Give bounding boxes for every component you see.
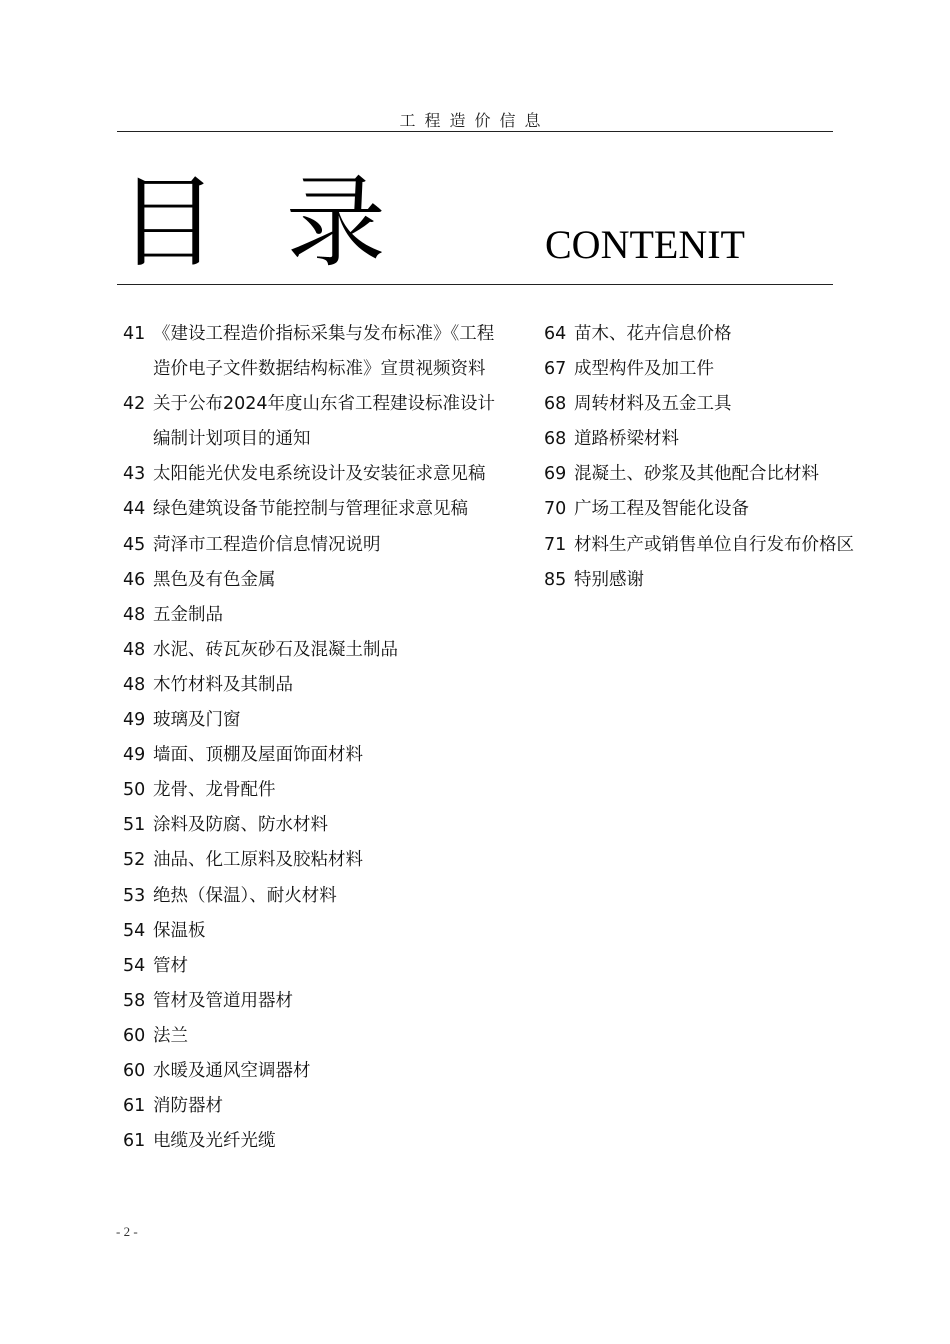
toc-entry[interactable] bbox=[123, 949, 503, 984]
toc-entry[interactable] bbox=[123, 914, 503, 949]
toc-entry-title: 水泥、砖瓦灰砂石及混凝土制品 bbox=[153, 639, 398, 660]
toc-page-number: 42 bbox=[123, 394, 146, 415]
toc-entry[interactable] bbox=[123, 738, 503, 773]
toc-entry[interactable] bbox=[544, 422, 904, 457]
toc-entry-title: 管材及管道用器材 bbox=[153, 990, 293, 1011]
toc-entry[interactable] bbox=[544, 317, 904, 352]
toc-page-number: 68 bbox=[544, 429, 567, 450]
toc-entry-title: 材料生产或销售单位自行发布价格区 bbox=[574, 534, 854, 555]
toc-entry-title: 法兰 bbox=[153, 1025, 188, 1046]
toc-page-number: 53 bbox=[123, 885, 146, 906]
toc-entry[interactable] bbox=[544, 563, 904, 598]
toc-page-number: 52 bbox=[123, 850, 146, 871]
toc-entry-title: 墙面、顶棚及屋面饰面材料 bbox=[153, 745, 363, 766]
toc-page-number: 71 bbox=[544, 534, 567, 555]
toc-entry[interactable] bbox=[123, 879, 503, 914]
toc-page-number: 61 bbox=[123, 1131, 146, 1152]
toc-entry[interactable] bbox=[123, 457, 503, 492]
toc-entry[interactable] bbox=[123, 1019, 503, 1054]
toc-entry-title: 周转材料及五金工具 bbox=[574, 394, 732, 415]
toc-page-number: 67 bbox=[544, 359, 567, 380]
toc-entry[interactable] bbox=[544, 387, 904, 422]
toc-page-number: 49 bbox=[123, 745, 146, 766]
toc-entry-title: 苗木、花卉信息价格 bbox=[574, 324, 732, 344]
toc-entry[interactable] bbox=[123, 843, 503, 878]
toc-entry[interactable] bbox=[544, 352, 904, 387]
page-number: - 2 - bbox=[116, 1224, 138, 1239]
toc-page-number: 46 bbox=[123, 569, 146, 590]
toc-page-number: 60 bbox=[123, 1060, 146, 1081]
toc-page-number: 51 bbox=[123, 815, 146, 836]
toc-entry-title: 绿色建筑设备节能控制与管理征求意见稿 bbox=[153, 499, 468, 520]
header-rule bbox=[117, 131, 833, 132]
toc-entry-title: 保温板 bbox=[153, 920, 206, 941]
toc-entry[interactable] bbox=[123, 633, 503, 668]
toc-entry-title: 龙骨、龙骨配件 bbox=[153, 780, 276, 801]
toc-entry[interactable] bbox=[123, 1054, 503, 1089]
toc-page-number: 43 bbox=[123, 464, 146, 485]
toc-page-number: 60 bbox=[123, 1025, 146, 1046]
toc-entry-title: 消防器材 bbox=[153, 1096, 223, 1117]
toc-page-number: 49 bbox=[123, 710, 146, 731]
toc-page-number: 61 bbox=[123, 1096, 146, 1117]
toc-entry-title: 道路桥梁材料 bbox=[574, 429, 679, 450]
toc-page-number: 48 bbox=[123, 639, 146, 660]
toc-page-number: 68 bbox=[544, 394, 567, 415]
toc-entry-title: 电缆及光纤光缆 bbox=[153, 1131, 276, 1152]
contents-title: 目 录 bbox=[118, 164, 404, 281]
toc-page-number: 44 bbox=[123, 499, 146, 520]
toc-entry[interactable] bbox=[544, 492, 904, 527]
contents-title-english: CONTENIT bbox=[545, 222, 745, 267]
toc-entry-title: 成型构件及加工件 bbox=[574, 359, 714, 380]
toc-entry-title: 黑色及有色金属 bbox=[153, 569, 276, 590]
toc-entry-title: 玻璃及门窗 bbox=[153, 710, 241, 731]
toc-entry-title: 管材 bbox=[153, 955, 188, 976]
toc-entry[interactable] bbox=[123, 703, 503, 738]
toc-entry[interactable] bbox=[123, 492, 503, 527]
toc-entry-title: 木竹材料及其制品 bbox=[153, 674, 293, 695]
toc-entry[interactable] bbox=[123, 773, 503, 808]
title-rule bbox=[117, 284, 833, 285]
toc-entry-title: 绝热（保温）、耐火材料 bbox=[153, 885, 337, 906]
toc-entry[interactable] bbox=[123, 668, 503, 703]
toc-page-number: 69 bbox=[544, 464, 567, 485]
toc-entry[interactable] bbox=[123, 563, 503, 598]
toc-page-number: 48 bbox=[123, 674, 146, 695]
toc-entry[interactable] bbox=[123, 317, 503, 387]
toc-entry[interactable] bbox=[123, 528, 503, 563]
toc-page-number: 45 bbox=[123, 534, 146, 555]
toc-entry[interactable] bbox=[123, 598, 503, 633]
toc-entry-title: 太阳能光伏发电系统设计及安装征求意见稿 bbox=[153, 464, 486, 485]
toc-page-number: 41 bbox=[123, 324, 146, 344]
toc-entry-title: 菏泽市工程造价信息情况说明 bbox=[153, 534, 381, 555]
toc-entry-title: 关于公布2024年度山东省工程建设标准设计编制计划项目的通知 bbox=[153, 394, 496, 450]
toc-entry-title: 油品、化工原料及胶粘材料 bbox=[153, 850, 363, 871]
toc-page-number: 85 bbox=[544, 569, 567, 590]
toc-entry-title: 混凝土、砂浆及其他配合比材料 bbox=[574, 464, 819, 485]
toc-page-number: 54 bbox=[123, 955, 146, 976]
toc-entry[interactable] bbox=[544, 528, 904, 563]
toc-entry-title: 《建设工程造价指标采集与发布标准》《工程造价电子文件数据结构标准》宣贯视频资料 bbox=[153, 324, 495, 380]
toc-entry-title: 特别感谢 bbox=[574, 569, 644, 590]
toc-page-number: 64 bbox=[544, 324, 567, 344]
toc-entry[interactable] bbox=[544, 457, 904, 492]
toc-left-column bbox=[123, 317, 503, 1159]
running-header: 工程造价信息 bbox=[399, 111, 550, 130]
toc-page-number: 58 bbox=[123, 990, 146, 1011]
toc-page-number: 70 bbox=[544, 499, 567, 520]
toc-page-number: 48 bbox=[123, 604, 146, 625]
toc-right-column bbox=[544, 317, 904, 598]
toc-entry[interactable] bbox=[123, 1124, 503, 1159]
toc-entry-title: 广场工程及智能化设备 bbox=[574, 499, 749, 520]
toc-entry-title: 五金制品 bbox=[153, 604, 223, 625]
toc-page-number: 54 bbox=[123, 920, 146, 941]
toc-entry-title: 涂料及防腐、防水材料 bbox=[153, 815, 328, 836]
toc-entry[interactable] bbox=[123, 1089, 503, 1124]
toc-entry-title: 水暖及通风空调器材 bbox=[153, 1060, 311, 1081]
toc-entry[interactable] bbox=[123, 984, 503, 1019]
toc-entry[interactable] bbox=[123, 808, 503, 843]
toc-page-number: 50 bbox=[123, 780, 146, 801]
toc-entry[interactable] bbox=[123, 387, 503, 457]
